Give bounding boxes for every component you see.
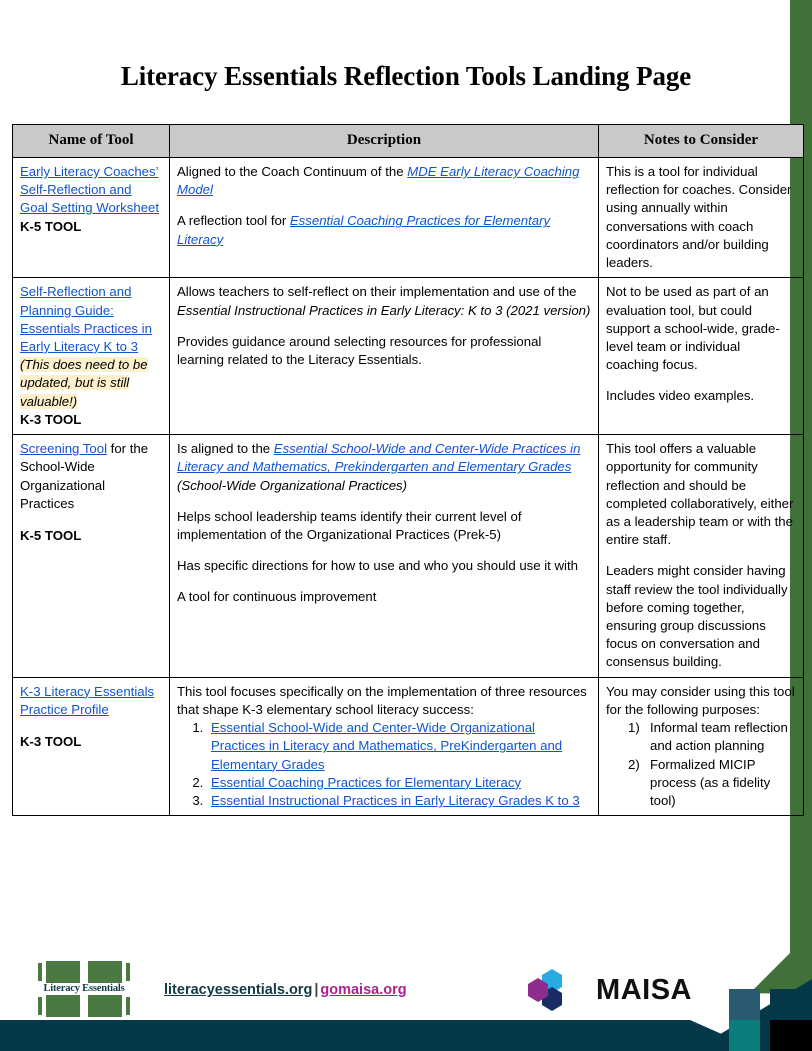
literacyessentials-link[interactable]: literacyessentials.org (164, 982, 313, 998)
book-spine-right-top-icon (126, 963, 130, 981)
description-paragraph: This tool focuses specifically on the implementation of three resources that shape K-3 elementary school literacy success: (177, 683, 587, 717)
corner-square-black (770, 1020, 812, 1051)
page-title: Literacy Essentials Reflection Tools Landing Page (120, 61, 692, 91)
tool-name-block (20, 440, 162, 513)
tool-name-cell (13, 677, 170, 816)
reflection-tools-table (12, 124, 804, 816)
description-text: Aligned to the Coach Continuum of the (177, 164, 408, 179)
tool-name-block (20, 683, 162, 719)
column-header-notes: Notes to Consider (599, 125, 804, 158)
notes-paragraph: Not to be used as part of an evaluation tool, but could support a school-wide, grade-level team or individual coaching focus. (606, 284, 780, 373)
tool-grade-badge: K-3 TOOL (20, 411, 82, 427)
table-row (13, 435, 804, 678)
maisa-wordmark: MAISA (596, 973, 692, 1006)
list-item (207, 719, 591, 774)
gomaisa-link[interactable]: gomaisa.org (320, 982, 407, 998)
tool-link[interactable]: Self-Reflection and Planning Guide: Essentials Practices in Early Literacy K to 3 (20, 284, 152, 354)
tool-grade-badge: K-5 TOOL (20, 218, 82, 234)
tool-name-block (20, 163, 162, 218)
description-emphasis: Essential Instructional Practices in Early Literacy: K to 3 (2021 version) (177, 302, 591, 318)
description-paragraph (177, 440, 591, 495)
column-header-description: Description (170, 125, 599, 158)
tool-name-note-highlight: (This does need to be updated, but is still valuable!) (20, 357, 148, 409)
list-item: Informal team reflection and action planning (650, 720, 788, 754)
notes-paragraph: You may consider using this tool for the following purposes: (606, 683, 795, 717)
tool-link[interactable]: K-3 Literacy Essentials Practice Profile (20, 683, 155, 717)
description-paragraph: Has specific directions for how to use and who you should use it with (177, 558, 578, 574)
tool-name-cell (13, 278, 170, 435)
table-row (13, 158, 804, 278)
tool-name-block (20, 283, 162, 411)
tool-description-cell (170, 677, 599, 816)
tool-link[interactable]: Early Literacy Coaches’ Self-Reflection and Goal Setting Worksheet (20, 164, 160, 216)
description-paragraph: Provides guidance around selecting resources for professional learning related to the Literacy Essentials. (177, 333, 542, 367)
page-footer (0, 960, 760, 1020)
book-page-right-bottom-icon (88, 995, 122, 1017)
description-paragraph: Helps school leadership teams identify their current level of implementation of the Organizational Practices (Prek-5) (177, 508, 522, 542)
description-text: Is aligned to the (177, 441, 274, 457)
description-emphasis: (School-Wide Organizational Practices) (177, 477, 408, 493)
tool-name-cell (13, 158, 170, 278)
tool-description-cell (170, 158, 599, 278)
description-link[interactable]: Essential Instructional Practices in Early Literacy Grades K to 3 (211, 793, 580, 808)
column-header-name: Name of Tool (13, 125, 170, 158)
maisa-logo (526, 961, 692, 1019)
tool-description-cell (170, 278, 599, 435)
literacy-essentials-logo (34, 961, 134, 1019)
description-paragraph (177, 212, 591, 248)
book-spine-right-bottom-icon (126, 997, 130, 1015)
book-page-left-bottom-icon (46, 995, 80, 1017)
description-link[interactable]: Essential Coaching Practices for Elementary Literacy (211, 774, 522, 790)
tool-description-cell (170, 435, 599, 678)
footer-links (164, 982, 407, 998)
list-item (207, 792, 591, 810)
description-ordered-list (177, 719, 591, 810)
notes-paragraph: Includes video examples. (606, 388, 755, 404)
description-text: A reflection tool for (177, 213, 290, 229)
tool-name-suffix: for the School-Wide Organizational Practices (20, 441, 149, 511)
footer-bar (0, 1020, 760, 1051)
list-item: Formalized MICIP process (as a fidelity tool) (650, 756, 771, 808)
footer-link-separator: | (314, 982, 319, 998)
description-paragraph: A tool for continuous improvement (177, 589, 377, 605)
literacy-essentials-wordmark: Literacy Essentials (43, 983, 125, 994)
notes-paragraph: This is a tool for individual reflection for coaches. Consider using annually within conversations with coach coordinators and/or building leaders. (606, 164, 792, 271)
notes-paragraph: This tool offers a valuable opportunity for community reflection and should be completed collaboratively, either as a leadership team or with the entire staff. (606, 441, 794, 548)
book-page-left-top-icon (46, 961, 80, 983)
description-text: Allows teachers to self-reflect on their implementation and use of the (177, 284, 577, 300)
description-link[interactable]: Essential School-Wide and Center-Wide Practices in Literacy and Mathematics, Prekindergarten and Elementary Grades (177, 441, 581, 475)
description-paragraph (177, 283, 591, 319)
corner-square-darkteal (770, 989, 812, 1020)
maisa-hexagons-icon (526, 961, 588, 1019)
description-link[interactable]: Essential School-Wide and Center-Wide Organizational Practices in Literacy and Mathematics, PreKindergarten and Elementary Grades (211, 720, 563, 772)
description-link[interactable]: Essential Coaching Practices for Elementary Literacy (177, 213, 551, 247)
book-spine-left-bottom-icon (38, 997, 42, 1015)
description-link[interactable]: MDE Early Literacy Coaching Model (177, 164, 580, 198)
tool-link[interactable]: Screening Tool (20, 441, 107, 457)
table-header-row (13, 125, 804, 158)
notes-paragraph: Leaders might consider having staff review the tool individually before coming together, ensuring group discussions focus on conversation and consensus building. (606, 563, 788, 670)
tool-notes-cell (599, 677, 804, 816)
list-item (207, 774, 591, 792)
tool-grade-badge: K-3 TOOL (20, 734, 82, 750)
tool-notes-cell (599, 435, 804, 678)
book-spine-left-top-icon (38, 963, 42, 981)
tool-notes-cell (599, 278, 804, 435)
tool-name-cell (13, 435, 170, 678)
table-row (13, 677, 804, 816)
tool-notes-cell (599, 158, 804, 278)
description-paragraph (177, 163, 591, 199)
table-row (13, 278, 804, 435)
tool-grade-badge: K-5 TOOL (20, 527, 82, 543)
book-page-right-top-icon (88, 961, 122, 983)
notes-ordered-list (606, 719, 796, 810)
